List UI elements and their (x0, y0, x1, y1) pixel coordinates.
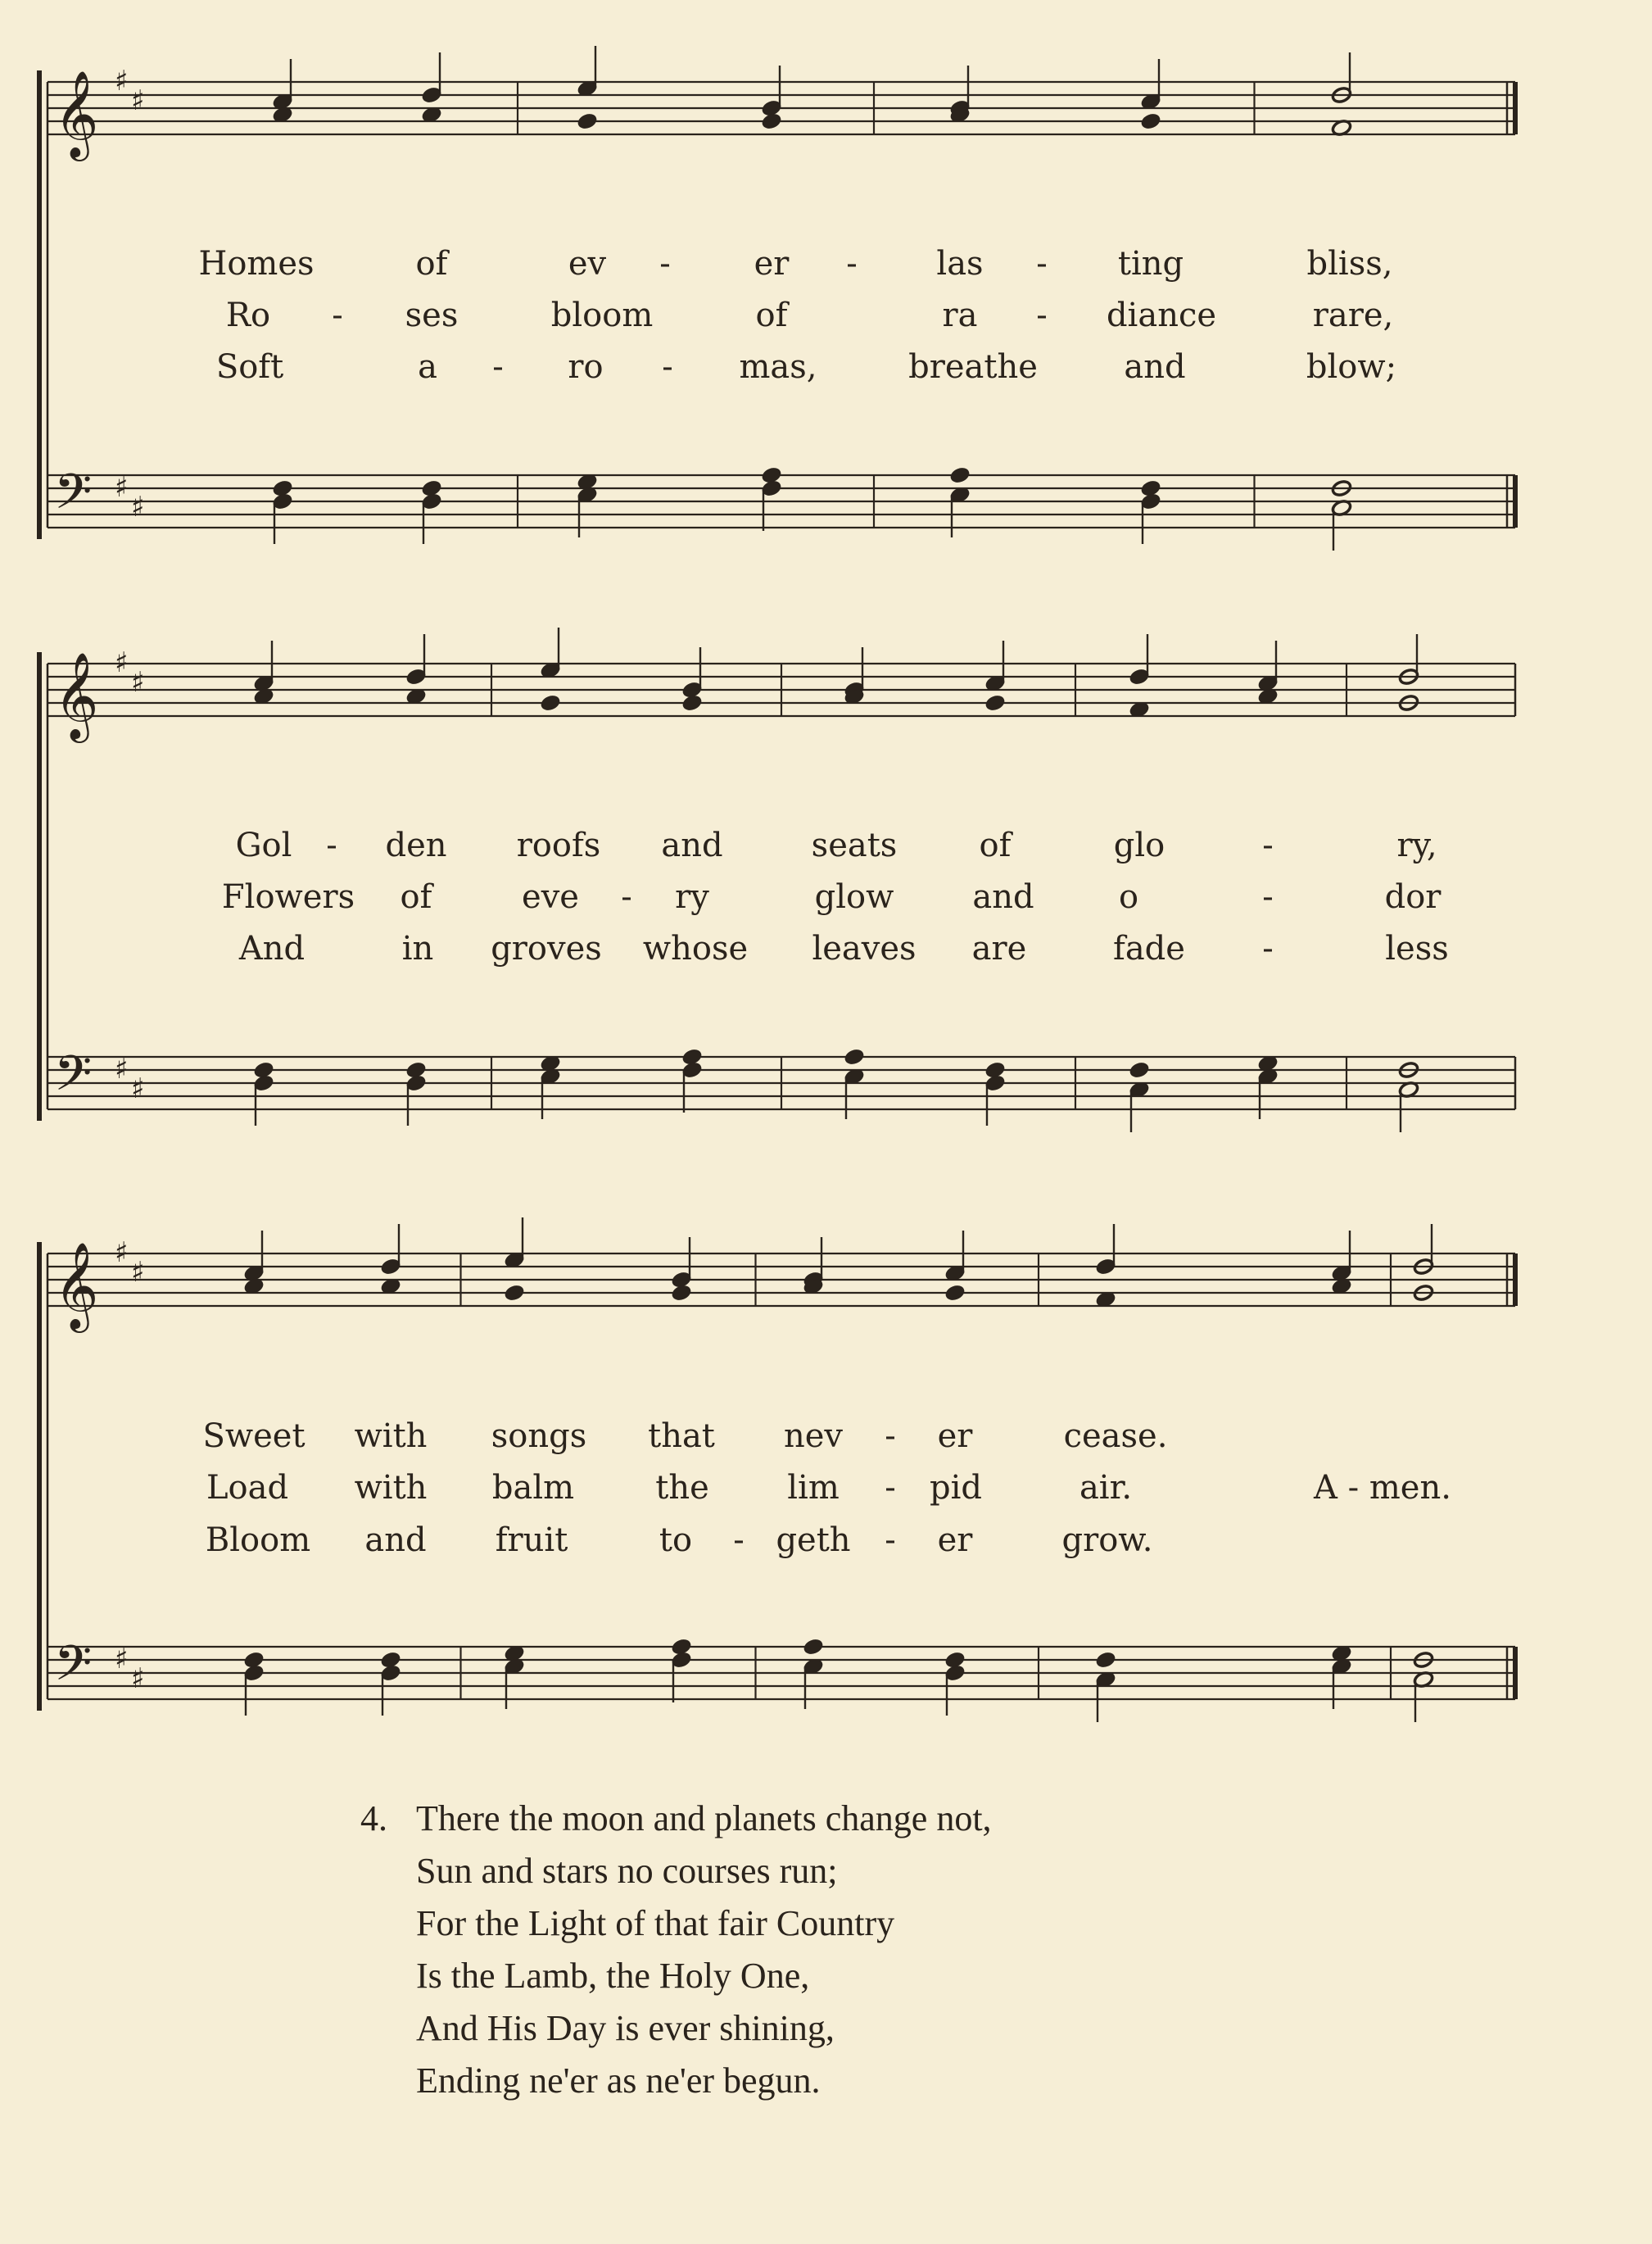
lyric-word: Gol (235, 827, 292, 864)
lyric-word: cease. (1063, 1417, 1168, 1455)
lyric-word: er (937, 1521, 973, 1559)
bass-clef-icon: 𝄢 (54, 463, 93, 532)
lyric-word: mas, (739, 348, 817, 386)
lyric-hyphen: - (1262, 878, 1274, 916)
treble-notehead (504, 1284, 525, 1302)
sharp-icon: ♯ (115, 65, 129, 97)
lyric-word: geth (776, 1521, 851, 1559)
lyric-hyphen: - (659, 245, 671, 283)
lyric-hyphen: - (885, 1417, 896, 1455)
treble-clef-icon: 𝄞 (54, 651, 99, 739)
lyric-word: and (972, 878, 1034, 916)
verse-line (360, 1793, 992, 1845)
lyric-word: Flowers (221, 878, 355, 916)
lyric-word: that (648, 1417, 715, 1455)
bass-clef-icon: 𝄢 (54, 1045, 93, 1113)
lyric-word: blow; (1306, 348, 1397, 386)
lyric-word: the (655, 1469, 709, 1507)
amen: A - men. (1314, 1469, 1451, 1507)
sharp-icon: ♯ (131, 491, 145, 524)
lyric-word: ry, (1396, 827, 1437, 864)
bass-notehead (803, 1638, 824, 1656)
verse-4 (360, 1793, 992, 2107)
lyric-word: leaves (812, 930, 917, 968)
lyric-word: bloom (550, 297, 654, 334)
lyric-word: fruit (495, 1521, 568, 1559)
verse-line: Ending ne'er as ne'er begun. (416, 2060, 821, 2101)
verse-line: For the Light of that fair Country (416, 1903, 895, 1943)
lyric-hyphen: - (885, 1521, 896, 1559)
bass-notehead (1095, 1651, 1116, 1669)
lyric-word: of (400, 878, 432, 916)
bass-clef-icon: 𝄢 (54, 1634, 93, 1703)
lyric-word: ev (568, 245, 607, 283)
bass-notehead (844, 1048, 865, 1066)
lyric-hyphen: - (621, 878, 632, 916)
lyric-hyphen: - (733, 1521, 745, 1559)
lyric-word: songs (491, 1417, 587, 1455)
verse-number: 4. (360, 1798, 387, 1838)
lyric-hyphen: - (885, 1469, 896, 1507)
lyric-word: Homes (198, 245, 315, 283)
lyric-hyphen: - (1036, 297, 1048, 334)
lyric-word: eve (522, 878, 579, 916)
lyric-word: Sweet (202, 1417, 306, 1455)
lyric-word: Load (206, 1469, 289, 1507)
lyric-word: breathe (908, 348, 1038, 386)
lyric-word: Soft (215, 348, 284, 386)
lyric-word: Bloom (205, 1521, 311, 1559)
treble-notehead (577, 112, 598, 130)
lyric-word: ting (1117, 245, 1184, 283)
lyric-word: ry (675, 878, 709, 916)
lyric-word: fade (1113, 930, 1185, 968)
lyric-word: glow (814, 878, 894, 916)
treble-notehead (671, 1284, 692, 1302)
lyric-word: are (971, 930, 1027, 968)
lyric-word: ro (568, 348, 604, 386)
lyric-word: bliss, (1306, 245, 1393, 283)
lyric-hyphen: - (662, 348, 673, 386)
lyric-word: roofs (516, 827, 601, 864)
treble-notehead (1140, 112, 1161, 130)
lyric-hyphen: - (846, 245, 858, 283)
sharp-icon: ♯ (115, 646, 129, 679)
lyric-word: a (418, 348, 437, 386)
lyric-word: lim (787, 1469, 840, 1507)
lyric-word: with (354, 1417, 428, 1455)
lyric-word: and (661, 827, 723, 864)
treble-notehead (540, 694, 561, 712)
lyric-word: glo (1113, 827, 1165, 864)
sharp-icon: ♯ (115, 1643, 129, 1675)
treble-notehead (944, 1284, 966, 1302)
lyric-hyphen: - (1036, 245, 1048, 283)
lyric-word: Ro (225, 297, 271, 334)
lyric-word: las (936, 245, 984, 283)
treble-clef-icon: 𝄞 (54, 1241, 99, 1329)
lyric-word: ra (942, 297, 978, 334)
bass-notehead (949, 466, 971, 484)
lyric-word: with (354, 1469, 428, 1507)
lyric-word: groves (491, 930, 602, 968)
treble-notehead (761, 112, 782, 130)
sharp-icon: ♯ (115, 1236, 129, 1269)
sharp-icon: ♯ (131, 84, 145, 117)
lyric-word: of (755, 297, 788, 334)
lyric-word: to (659, 1521, 693, 1559)
lyric-word: nev (783, 1417, 844, 1455)
lyric-hyphen: - (332, 297, 343, 334)
lyric-word: den (385, 827, 447, 864)
sharp-icon: ♯ (131, 1256, 145, 1289)
sharp-icon: ♯ (115, 1053, 129, 1086)
lyric-word: of (415, 245, 448, 283)
treble-notehead (984, 694, 1006, 712)
lyric-word: air. (1079, 1469, 1133, 1507)
verse-line: Is the Lamb, the Holy One, (416, 1956, 810, 1996)
treble-notehead (681, 694, 703, 712)
lyric-word: in (401, 930, 434, 968)
verse-line: Sun and stars no courses run; (416, 1851, 838, 1891)
lyric-hyphen: - (1262, 930, 1274, 968)
lyric-word: less (1385, 930, 1449, 968)
lyric-hyphen: - (1262, 827, 1274, 864)
lyric-word: balm (491, 1469, 575, 1507)
lyric-word: dor (1384, 878, 1442, 916)
lyric-word: rare, (1312, 297, 1394, 334)
bass-notehead (1129, 1061, 1150, 1079)
lyric-word: And (238, 930, 306, 968)
lyric-word: er (754, 245, 790, 283)
lyric-word: er (937, 1417, 973, 1455)
lyric-word: of (979, 827, 1012, 864)
lyric-hyphen: - (492, 348, 504, 386)
lyric-word: diance (1106, 297, 1217, 334)
lyric-word: seats (811, 827, 898, 864)
lyric-word: pid (929, 1469, 983, 1507)
verse-line: And His Day is ever shining, (416, 2008, 835, 2048)
sharp-icon: ♯ (131, 1072, 145, 1105)
lyric-word: and (364, 1521, 427, 1559)
lyric-word: ses (405, 297, 459, 334)
sharp-icon: ♯ (131, 1662, 145, 1695)
sharp-icon: ♯ (131, 666, 145, 699)
verse-text: There the moon and planets change not, (416, 1798, 992, 1838)
lyric-word: o (1118, 878, 1139, 916)
lyric-word: grow. (1061, 1521, 1153, 1559)
lyric-word: whose (642, 930, 749, 968)
lyric-word: and (1124, 348, 1186, 386)
lyric-hyphen: - (326, 827, 337, 864)
sharp-icon: ♯ (115, 471, 129, 504)
treble-clef-icon: 𝄞 (54, 70, 99, 157)
